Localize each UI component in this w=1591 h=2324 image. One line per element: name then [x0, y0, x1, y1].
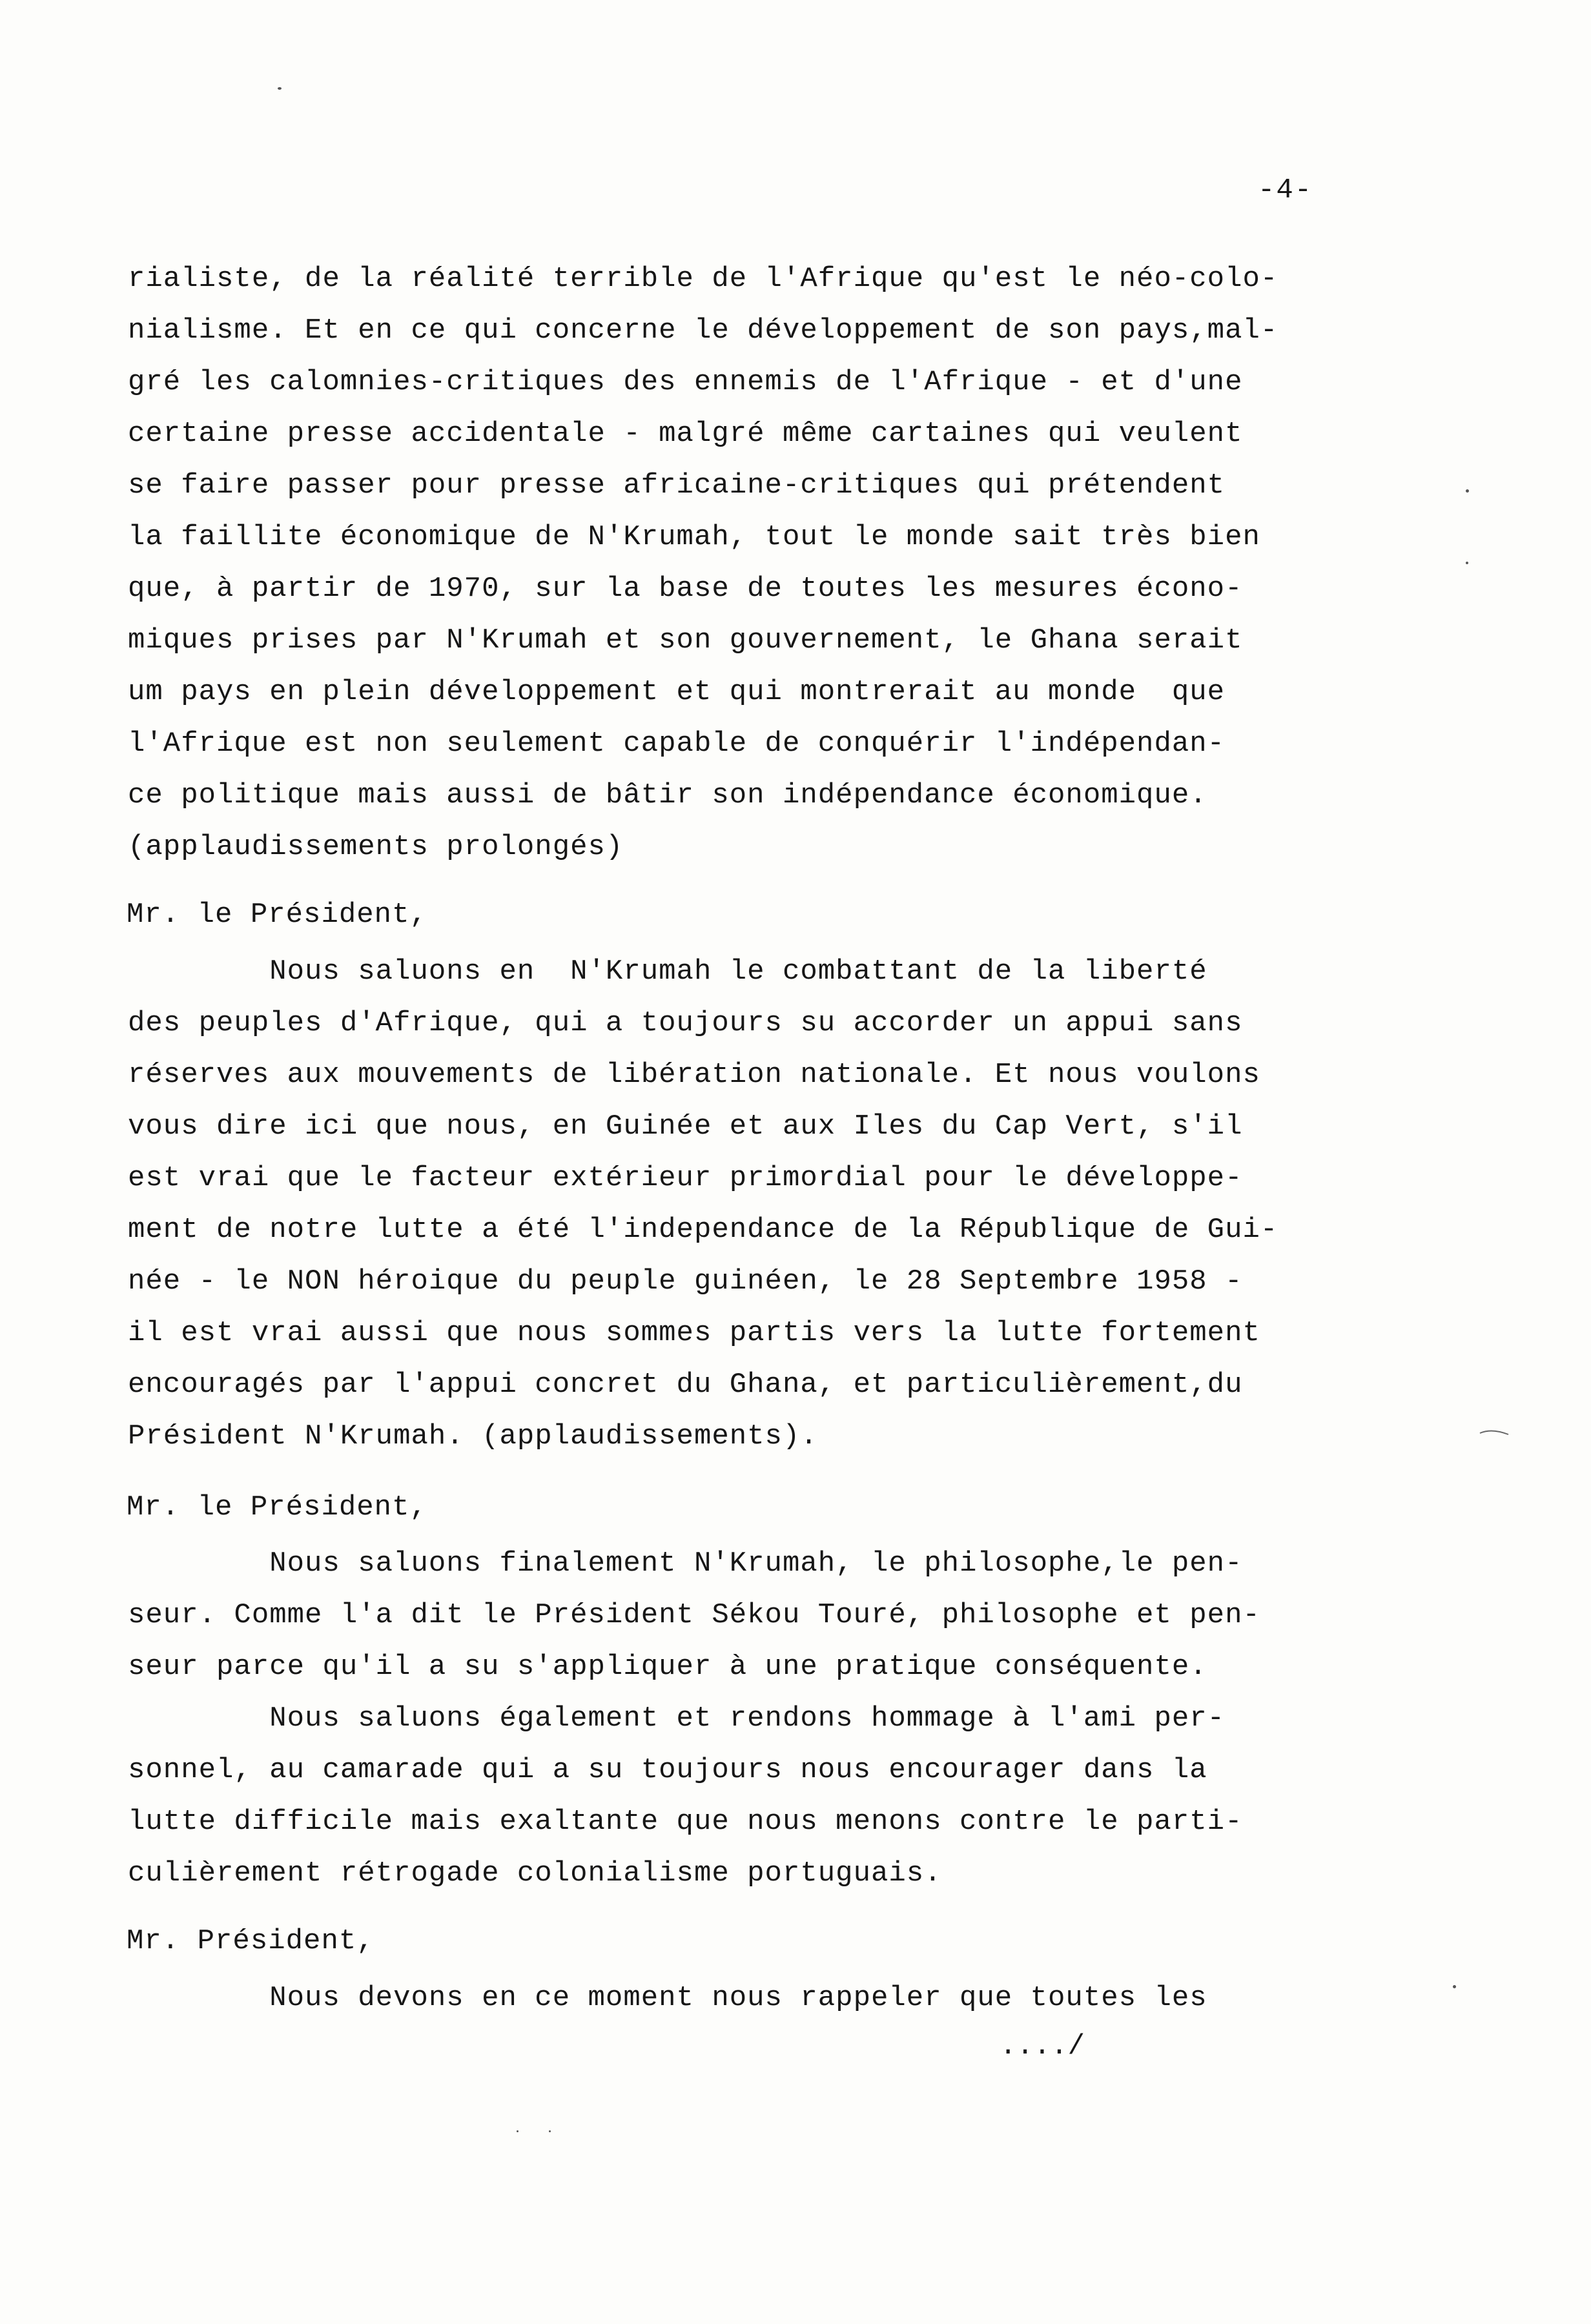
text-line: sonnel, au camarade qui a su toujours nous encourager dans la: [128, 1754, 1207, 1786]
scan-mark: [1479, 1427, 1511, 1440]
text-line: Nous saluons en N'Krumah le combattant de la liberté: [128, 955, 1207, 988]
text-line: seur parce qu'il a su s'appliquer à une pratique conséquente.: [128, 1651, 1207, 1683]
text-line: gré les calomnies-critiques des ennemis de l'Afrique - et d'une: [128, 366, 1243, 398]
text-line: ce politique mais aussi de bâtir son indépendance économique.: [128, 779, 1207, 811]
salutation: Mr. le Président,: [127, 1491, 427, 1524]
scan-speck: [517, 2130, 518, 2132]
text-line: que, à partir de 1970, sur la base de toutes les mesures écono-: [128, 573, 1243, 605]
text-line: rialiste, de la réalité terrible de l'Afrique qu'est le néo-colo-: [128, 263, 1278, 295]
text-line: ment de notre lutte a été l'independance de la République de Gui-: [128, 1214, 1278, 1246]
text-line: est vrai que le facteur extérieur primordial pour le développe-: [128, 1162, 1243, 1194]
scan-speck: [278, 87, 282, 90]
text-line: encouragés par l'appui concret du Ghana, et particulièrement,du: [128, 1369, 1243, 1401]
text-line: Président N'Krumah. (applaudissements).: [128, 1420, 818, 1452]
continuation-mark: ..../: [1000, 2030, 1085, 2063]
text-line: réserves aux mouvements de libération nationale. Et nous voulons: [128, 1059, 1260, 1091]
text-line: certaine presse accidentale - malgré même cartaines qui veulent: [128, 418, 1243, 450]
scan-speck: [1453, 1985, 1456, 1988]
text-line: Nous devons en ce moment nous rappeler que toutes les: [128, 1982, 1207, 2014]
scan-speck: [549, 2130, 551, 2132]
text-line: Nous saluons finalement N'Krumah, le philosophe,le pen-: [128, 1547, 1243, 1580]
text-line: des peuples d'Afrique, qui a toujours su accorder un appui sans: [128, 1007, 1243, 1039]
text-line: nialisme. Et en ce qui concerne le développement de son pays,mal-: [128, 314, 1278, 347]
text-line: seur. Comme l'a dit le Président Sékou Touré, philosophe et pen-: [128, 1599, 1260, 1631]
text-line: culièrement rétrogade colonialisme portuguais.: [128, 1857, 942, 1890]
text-line: (applaudissements prolongés): [128, 831, 624, 863]
text-line: vous dire ici que nous, en Guinée et aux Iles du Cap Vert, s'il: [128, 1110, 1243, 1143]
text-line: née - le NON héroique du peuple guinéen, le 28 Septembre 1958 -: [128, 1265, 1243, 1298]
text-line: se faire passer pour presse africaine-critiques qui prétendent: [128, 469, 1226, 502]
text-line: la faillite économique de N'Krumah, tout le monde sait très bien: [128, 521, 1260, 553]
salutation: Mr. le Président,: [127, 899, 427, 931]
text-line: lutte difficile mais exaltante que nous menons contre le parti-: [128, 1806, 1243, 1838]
scan-speck: [1466, 562, 1468, 564]
page-number: -4-: [1258, 174, 1313, 207]
text-line: l'Afrique est non seulement capable de conquérir l'indépendan-: [128, 728, 1226, 760]
text-line: il est vrai aussi que nous sommes partis vers la lutte fortement: [128, 1317, 1260, 1349]
text-line: um pays en plein développement et qui montrerait au monde que: [128, 676, 1226, 708]
salutation: Mr. Président,: [127, 1925, 375, 1957]
text-line: miques prises par N'Krumah et son gouvernement, le Ghana serait: [128, 624, 1243, 657]
scan-speck: [1466, 489, 1469, 493]
text-line: Nous saluons également et rendons hommage à l'ami per-: [128, 1702, 1226, 1735]
